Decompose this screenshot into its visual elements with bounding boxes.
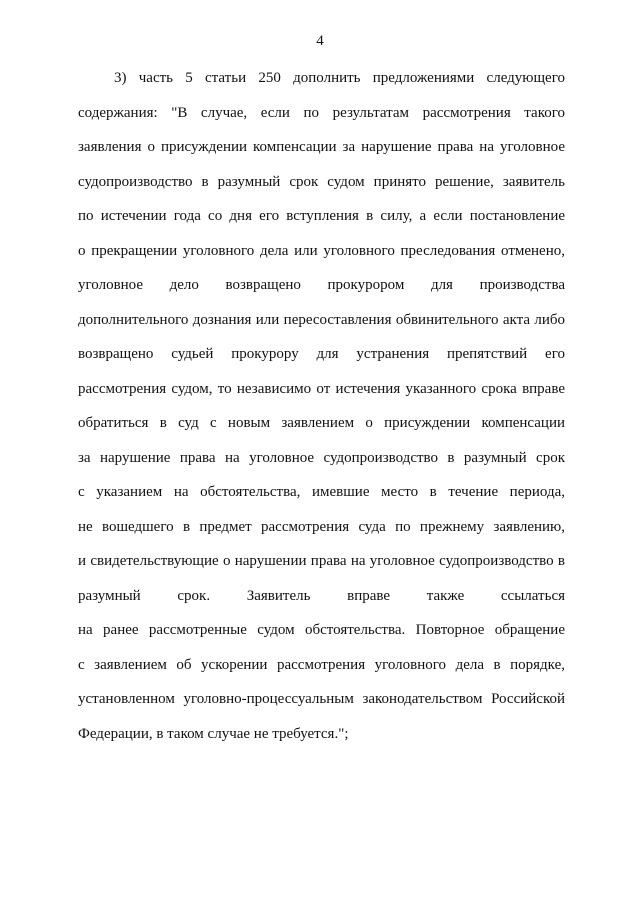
text-line: и свидетельствующие о нарушении права на уголовное судопроизводство в [78, 553, 565, 569]
text-line: дополнительного дознания или пересоставления обвинительного акта либо [78, 311, 565, 328]
text-line: содержания: "В случае, если по результатам рассмотрения такого [78, 104, 565, 121]
text-line: установленном уголовно-процессуальным законодательством Российской [78, 691, 565, 707]
text-line: 3) часть 5 статьи 250 дополнить предложениями следующего [114, 70, 565, 86]
text-line: судопроизводство в разумный срок судом принято решение, заявитель [78, 173, 565, 190]
text-line: рассмотрения судом, то независимо от истечения указанного срока вправе [78, 380, 565, 397]
text-line: за нарушение права на уголовное судопроизводство в разумный срок [78, 449, 565, 466]
text-line: с указанием на обстоятельства, имевшие место в течение периода, [78, 484, 565, 500]
text-line: не вошедшего в предмет рассмотрения суда по прежнему заявлению, [78, 518, 565, 535]
text-line: с заявлением об ускорении рассмотрения уголовного дела в порядке, [78, 656, 565, 673]
text-line: по истечении года со дня его вступления в силу, а если постановление [78, 208, 565, 224]
text-line: уголовное дело возвращено прокурором для производства [78, 277, 565, 293]
text-line: о прекращении уголовного дела или уголовного преследования отменено, [78, 242, 565, 259]
text-line: на ранее рассмотренные судом обстоятельства. Повторное обращение [78, 622, 565, 638]
text-line: разумный срок. Заявитель вправе также ссылаться [78, 587, 565, 604]
text-line: возвращено судьей прокурору для устранения препятствий его [78, 346, 565, 362]
text-line: заявления о присуждении компенсации за нарушение права на уголовное [78, 139, 565, 155]
text-line: Федерации, в таком случае не требуется."; [78, 725, 349, 742]
text-line: обратиться в суд с новым заявлением о присуждении компенсации [78, 415, 565, 431]
paragraph-item-3 [78, 68, 565, 758]
page-number: 4 [316, 33, 324, 49]
